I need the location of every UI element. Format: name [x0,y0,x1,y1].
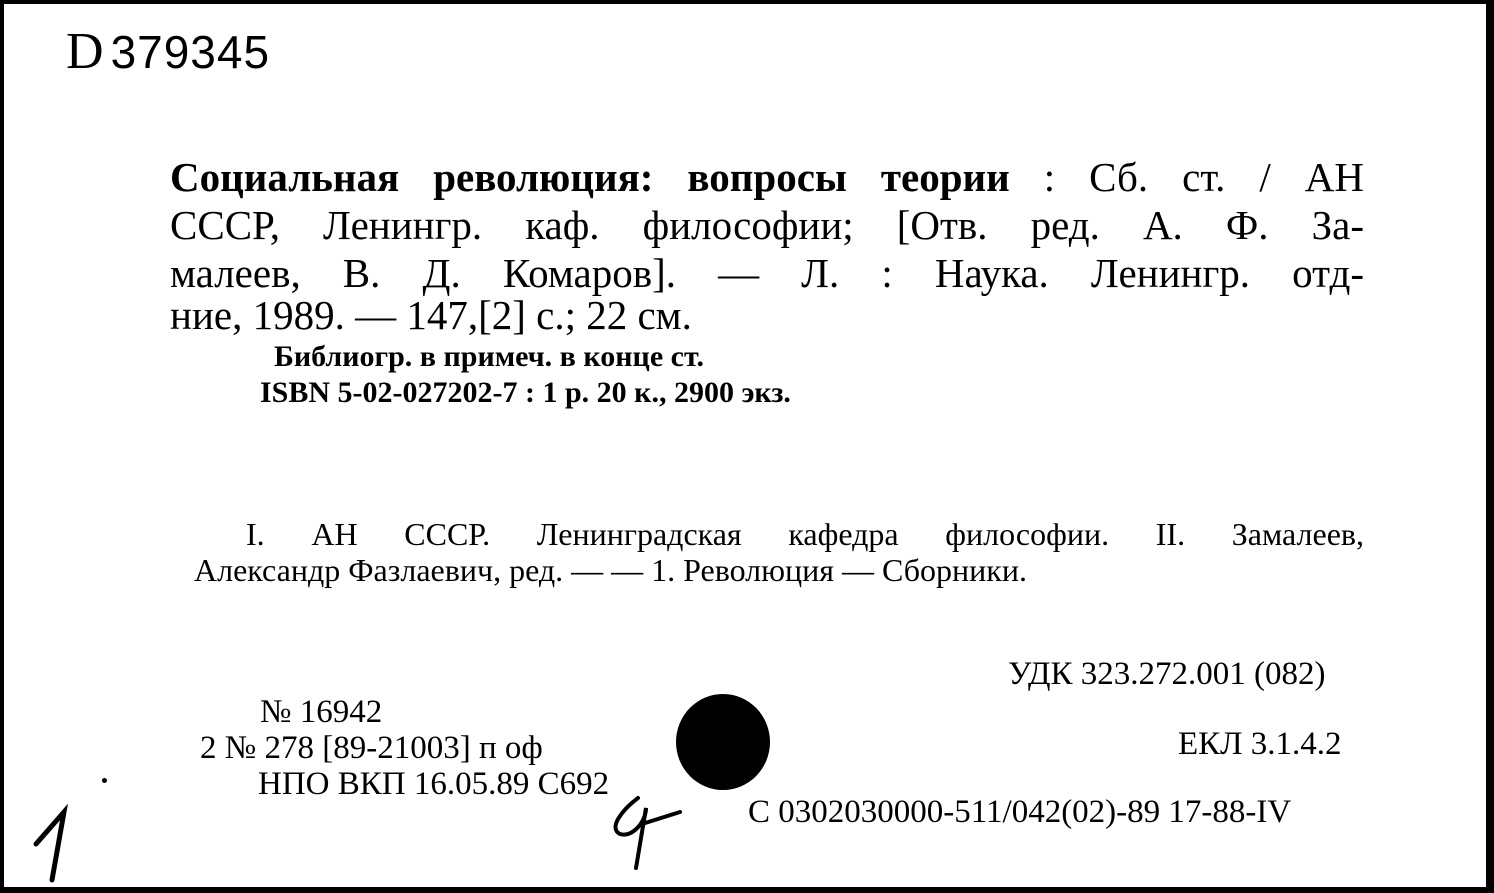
ekl-code: ЕКЛ 3.1.4.2 [1178,726,1342,762]
catalog-code: С 0302030000-511/042(02)-89 17-88-IV [748,794,1292,830]
subject-line-2: Александр Фазлаевич, ред. — — 1. Революция — Сборники. [194,552,1027,588]
description-continuation: : Сб. ст. / АН [1043,154,1364,200]
description-line-3: малеев, В. Д. Комаров]. — Л. : Наука. Ленингр. отд- [170,250,1364,296]
description-line-1 [170,154,1364,200]
punch-hole [676,694,770,790]
print-number: № 16942 [260,694,383,730]
print-order: 2 № 278 [89-21003] п оф [200,730,543,766]
print-house: НПО ВКП 16.05.89 С692 [258,766,610,802]
subject-line-1: I. АН СССР. Ленинградская кафедра философии. II. Замалеев, [246,516,1364,552]
bibliography-note: Библиогр. в примеч. в конце ст. [274,340,704,373]
udk-code: УДК 323.272.001 (082) [1008,656,1326,692]
book-title: Социальная революция: вопросы теории [170,154,1010,200]
inventory-number [66,22,270,81]
handwritten-signature [602,788,692,880]
catalog-card [2,2,1488,889]
description-line-4: ние, 1989. — 147,[2] с.; 22 см. [170,292,692,338]
isbn-note: ISBN 5-02-027202-7 : 1 р. 20 к., 2900 экз. [260,376,791,409]
description-line-2: СССР, Ленингр. каф. философии; [Отв. ред. А. Ф. За- [170,202,1364,248]
ink-dot [102,778,107,783]
inventory-prefix: D [66,23,105,80]
handwritten-mark-1 [24,804,84,884]
inventory-number-value: 379345 [110,26,271,78]
